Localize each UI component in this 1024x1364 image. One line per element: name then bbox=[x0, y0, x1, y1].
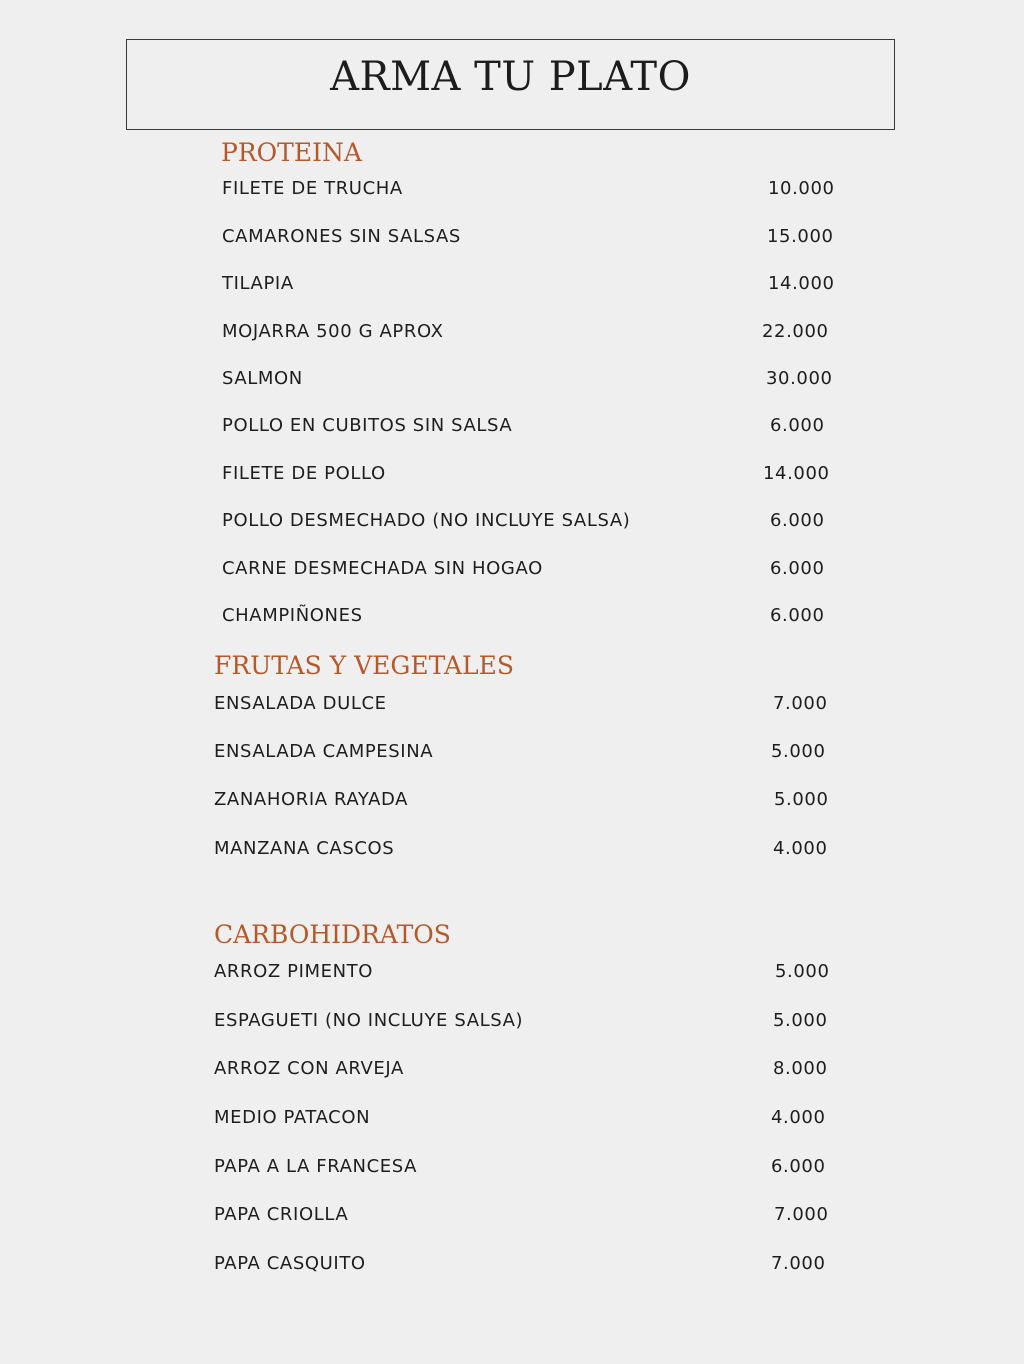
item-price: 7.000 bbox=[771, 1253, 826, 1274]
menu-item bbox=[222, 177, 842, 201]
item-name: ZANAHORIA RAYADA bbox=[214, 789, 409, 810]
menu-item bbox=[214, 960, 844, 984]
item-price: 5.000 bbox=[775, 961, 830, 982]
menu-item bbox=[222, 604, 842, 628]
menu-item bbox=[214, 1057, 844, 1081]
item-price: 30.000 bbox=[766, 368, 833, 389]
menu-item bbox=[214, 740, 844, 764]
item-price: 7.000 bbox=[773, 693, 828, 714]
item-name: MANZANA CASCOS bbox=[214, 838, 395, 859]
menu-item bbox=[214, 1155, 844, 1179]
item-name: ARROZ PIMENTO bbox=[214, 961, 374, 982]
item-price: 15.000 bbox=[767, 226, 834, 247]
menu-item bbox=[222, 509, 842, 533]
section-title-carbohidratos: CARBOHIDRATOS bbox=[214, 920, 451, 949]
item-name: MEDIO PATACON bbox=[214, 1107, 371, 1128]
page-title: ARMA TU PLATO bbox=[330, 54, 691, 100]
item-name: ENSALADA CAMPESINA bbox=[214, 741, 434, 762]
item-name: MOJARRA 500 G APROX bbox=[222, 321, 444, 342]
menu-item bbox=[214, 692, 844, 716]
item-price: 14.000 bbox=[763, 463, 830, 484]
item-name: CAMARONES SIN SALSAS bbox=[222, 226, 461, 247]
item-name: FILETE DE TRUCHA bbox=[222, 178, 403, 199]
item-name: PAPA CASQUITO bbox=[214, 1253, 366, 1274]
menu-item bbox=[214, 1106, 844, 1130]
item-price: 6.000 bbox=[770, 605, 825, 626]
item-price: 6.000 bbox=[771, 1156, 826, 1177]
menu-item bbox=[222, 225, 842, 249]
item-price: 10.000 bbox=[768, 178, 835, 199]
menu-item bbox=[214, 1252, 844, 1276]
menu-item bbox=[222, 557, 842, 581]
item-name: ESPAGUETI (NO INCLUYE SALSA) bbox=[214, 1010, 524, 1031]
item-price: 7.000 bbox=[774, 1204, 829, 1225]
item-name: POLLO EN CUBITOS SIN SALSA bbox=[222, 415, 513, 436]
item-name: CHAMPIÑONES bbox=[222, 605, 363, 626]
item-price: 5.000 bbox=[774, 789, 829, 810]
item-name: SALMON bbox=[222, 368, 303, 389]
item-name: ENSALADA DULCE bbox=[214, 693, 387, 714]
menu-item bbox=[222, 272, 842, 296]
section-title-frutas-y-vegetales: FRUTAS Y VEGETALES bbox=[214, 651, 514, 680]
item-price: 22.000 bbox=[762, 321, 829, 342]
item-price: 5.000 bbox=[773, 1010, 828, 1031]
item-name: FILETE DE POLLO bbox=[222, 463, 386, 484]
item-price: 4.000 bbox=[773, 838, 828, 859]
menu-item bbox=[214, 837, 844, 861]
item-name: ARROZ CON ARVEJA bbox=[214, 1058, 404, 1079]
item-name: TILAPIA bbox=[222, 273, 294, 294]
menu-item bbox=[222, 367, 842, 391]
item-name: POLLO DESMECHADO (NO INCLUYE SALSA) bbox=[222, 510, 631, 531]
menu-item bbox=[222, 320, 842, 344]
item-price: 14.000 bbox=[768, 273, 835, 294]
item-price: 6.000 bbox=[770, 558, 825, 579]
title-box bbox=[126, 39, 895, 130]
menu-item bbox=[214, 788, 844, 812]
section-title-proteina: PROTEINA bbox=[221, 138, 362, 167]
item-price: 6.000 bbox=[770, 415, 825, 436]
item-price: 8.000 bbox=[773, 1058, 828, 1079]
menu-item bbox=[222, 462, 842, 486]
menu-item bbox=[214, 1009, 844, 1033]
item-price: 4.000 bbox=[771, 1107, 826, 1128]
menu-item bbox=[222, 414, 842, 438]
item-name: PAPA A LA FRANCESA bbox=[214, 1156, 417, 1177]
item-price: 5.000 bbox=[771, 741, 826, 762]
item-name: PAPA CRIOLLA bbox=[214, 1204, 349, 1225]
item-name: CARNE DESMECHADA SIN HOGAO bbox=[222, 558, 543, 579]
menu-item bbox=[214, 1203, 844, 1227]
item-price: 6.000 bbox=[770, 510, 825, 531]
